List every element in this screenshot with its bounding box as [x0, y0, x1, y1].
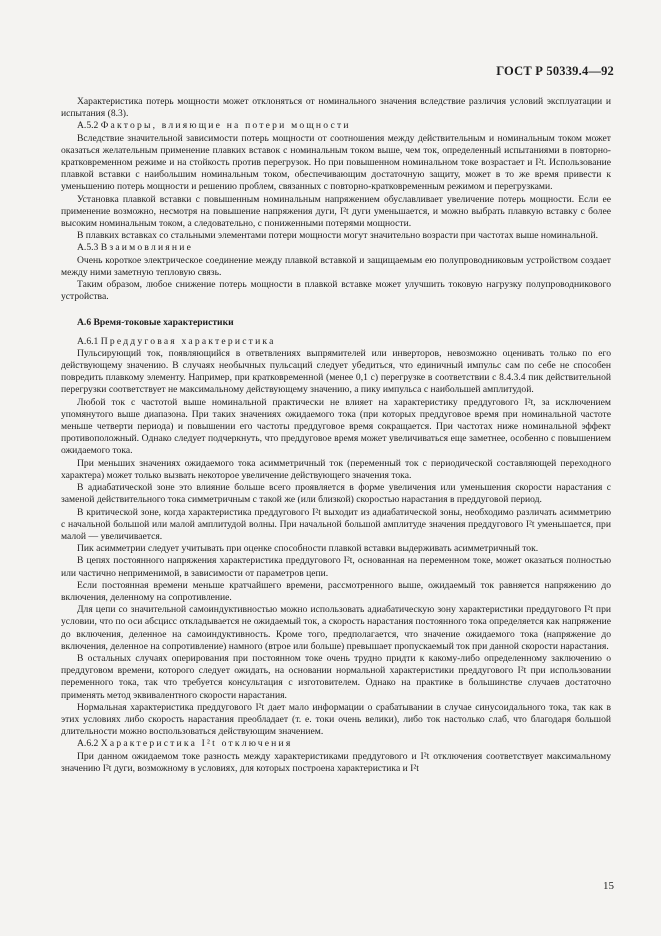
body-paragraph: Для цепи со значительной самоиндуктивностью можно использовать адиабатическую зону характеристики преддугового I²t при условии, что по оси абсцисс откладывается не ожидаемый ток, а скорость нарастания постоянного тока определяется как напряжение до включения, деленное на самоиндуктивность. Кроме того, предполагается, что значение ожидаемого тока (напряжение до включения, деленное на сопротивление) намного (втрое или больше) превышает пропускаемый ток при данной скорости нарастания. [61, 604, 611, 652]
body-paragraph: Если постоянная времени меньше кратчайшего времени, рассмотренного выше, ожидаемый ток равняется напряжению до включения, деленному на сопротивление. [61, 579, 611, 603]
body-paragraph: В цепях постоянного напряжения характеристика преддугового I²t, основанная на переменном токе, может оказаться полностью или частично неприменимой, в зависимости от параметров цепи. [61, 555, 611, 579]
subsection-title: Преддуговая характеристика [100, 335, 276, 347]
subsection-heading [61, 120, 611, 132]
subsection-heading [61, 738, 611, 750]
body-paragraph: В адиабатической зоне это влияние больше всего проявляется в форме увеличения или уменьшения скорости нарастания с заменой действительного тока симметричным с такой же (или близкой) скоростью нарастания в преддуговой период. [61, 482, 611, 506]
body-paragraph: При данном ожидаемом токе разность между характеристиками преддугового и I²t отключения соответствует максимальному значению I²t дуги, возможному в условиях, для которых построена характеристика и I²t [61, 750, 611, 774]
body-paragraph: Таким образом, любое снижение потерь мощности в плавкой вставке может улучшить токовую нагрузку полупроводникового устройства. [61, 279, 611, 303]
subsection-number: А.6.1 [77, 335, 99, 347]
body-text [61, 96, 611, 775]
subsection-number: А.5.2 [77, 120, 99, 132]
body-paragraph: В плавких вставках со стальными элементами потери мощности могут значительно возрасти при частотах выше номинальной. [77, 230, 598, 242]
body-paragraph: Нормальная характеристика преддугового I²t дает мало информации о срабатывании в случае синусоидального тока, так как в этих условиях либо скорость нарастания преобладает (т. е. токи очень велики), либо ток настолько слаб, что благодаря большой длительности можно воспользоваться действующим значением. [61, 701, 611, 738]
body-paragraph: Очень короткое электрическое соединение между плавкой вставкой и защищаемым ею полупроводниковым устройством создает между ними заметную тепловую связь. [61, 254, 611, 278]
subsection-title: Факторы, влияющие на потери мощности [100, 120, 351, 132]
body-paragraph: Пульсирующий ток, появляющийся в ответвлениях выпрямителей или инверторов, невозможно оценивать только по его действующему значению. В случаях необычных пульсаций следует убедиться, что единичный импульс сам по себе не способен повредить плавкому элементу. Например, при кратковременной (менее 0,1 с) перегрузке в соответствии с 8.4.3.4 пик действительной перегрузки соответствует не максимальному действующему значению, а пику импульса с наибольшей амплитудой. [61, 347, 611, 396]
page-number: 15 [603, 880, 614, 892]
subsection-heading [61, 242, 611, 254]
body-paragraph: Любой ток с частотой выше номинальной практически не влияет на характеристику преддугового I²t, за исключением упомянутого выше диапазона. При таких значениях ожидаемого тока (при которых преддуговое время при номинальной частоте меньше четверти периода) и повышении его частоты преддуговое время сокращается. При частотах ниже номинальной эффект противоположный. Однако следует подчеркнуть, что преддуговое время может увеличиваться еще заметнее, особенно с повышением ожидаемого тока. [61, 396, 611, 457]
subsection-number: А.6.2 [77, 738, 99, 750]
body-paragraph: При меньших значениях ожидаемого тока асимметричный ток (переменный ток с периодической составляющей переходного характера) может только вызвать некоторое увеличение действующего значения тока. [61, 457, 611, 481]
body-paragraph: Пик асимметрии следует учитывать при оценке способности плавкой вставки выдерживать асимметричный ток. [77, 543, 539, 555]
body-paragraph: В критической зоне, когда характеристика преддугового I²t выходит из адиабатической зоны, необходимо различать асимметрию с начальной большой или малой амплитудой волны. При начальной большой амплитуде значения преддугового I²t уменьшается, при малой — увеличивается. [61, 506, 611, 542]
subsection-number: А.5.3 [77, 242, 99, 254]
body-paragraph: Установка плавкой вставки с повышенным номинальным напряжением обуславливает увеличение потерь мощности. Если ее применение возможно, несмотря на повышение напряжения дуги, I²t дуги уменьшается, и можно выбрать плавкую вставку с более высоким номинальным током, а следовательно, с пониженными потерями мощности. [61, 193, 611, 230]
body-paragraph: В остальных случаях оперирования при постоянном токе очень трудно придти к какому-либо определенному заключению о преддуговом времени, которого следует ожидать, на основании нормальной характеристики преддугового I²t при использовании переменного тока, так что требуется консультация с изготовителем. Однако на практике в большинстве случаев достаточно применять метод эквивалентного скорости нарастания. [61, 652, 611, 701]
subsection-heading [61, 336, 611, 348]
section-heading: А.6 Время-токовые характеристики [77, 317, 234, 329]
body-paragraph: Характеристика потерь мощности может отклоняться от номинального значения вследствие различия условий эксплуатации и испытания (8.3). [61, 96, 611, 120]
standard-header: ГОСТ Р 50339.4—92 [496, 64, 614, 78]
body-paragraph: Вследствие значительной зависимости потерь мощности от соотношения между действительным и номинальным током может оказаться желательным применение плавких вставок с номинальным током выше, чем ток, определенный испытаниями в повторно-кратковременном режиме и на стойкость против перегрузок. Но при повышенном номинальном токе возрастает и I²t. Использование плавкой вставки с наибольшим номинальным током, обеспечивающим достаточную защиту, может в то же время привести к уменьшению потерь мощности и решению проблем, связанных с повторно-кратковременным режимом и перегрузками. [61, 132, 611, 193]
subsection-title: Взаимовлияние [100, 242, 194, 254]
subsection-title: Характеристика I²t отключения [100, 738, 293, 750]
